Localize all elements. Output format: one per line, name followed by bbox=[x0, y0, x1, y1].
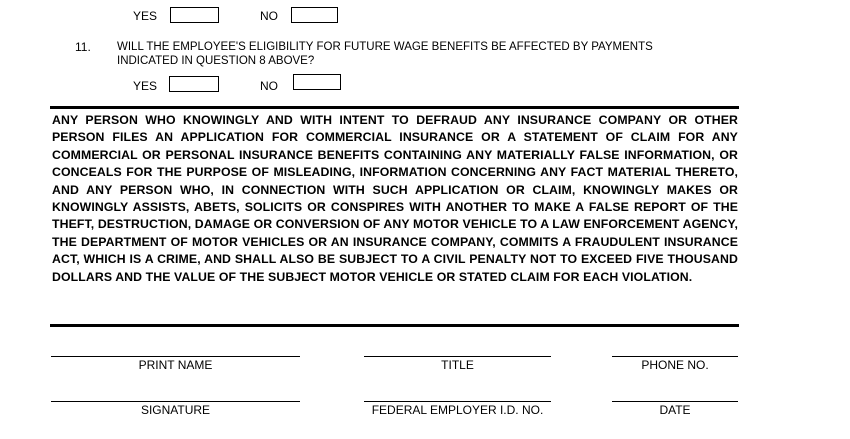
q11-yes-checkbox[interactable] bbox=[169, 76, 219, 92]
q10-yes-checkbox[interactable] bbox=[170, 7, 219, 23]
q10-no-checkbox[interactable] bbox=[291, 7, 338, 23]
fein-label: FEDERAL EMPLOYER I.D. NO. bbox=[371, 403, 544, 417]
q10-yes-label: YES bbox=[133, 9, 158, 23]
print-name-label: PRINT NAME bbox=[138, 358, 213, 372]
title-line[interactable] bbox=[364, 356, 551, 357]
q11-no-checkbox[interactable] bbox=[293, 74, 341, 90]
signature-label: SIGNATURE bbox=[140, 403, 211, 417]
q11-no-label: NO bbox=[260, 79, 278, 93]
warning-bottom-rule bbox=[50, 324, 739, 327]
signature-line[interactable] bbox=[51, 401, 300, 402]
warning-top-rule bbox=[50, 106, 739, 109]
phone-line[interactable] bbox=[612, 356, 738, 357]
date-line[interactable] bbox=[612, 401, 738, 402]
date-label: DATE bbox=[659, 403, 691, 417]
q11-yes-label: YES bbox=[133, 79, 158, 93]
q11-number: 11. bbox=[75, 40, 91, 54]
title-label: TITLE bbox=[441, 358, 474, 372]
phone-label: PHONE NO. bbox=[641, 358, 709, 372]
fraud-warning-text: ANY PERSON WHO KNOWINGLY AND WITH INTENT TO DEFRAUD ANY INSURANCE COMPANY OR OTHER PERSON FILES AN APPLICATION FOR COMMERCIAL INSURANCE OR A STATEMENT OF CLAIM FOR ANY COMMERCIAL OR PERSONAL INSURANCE BENEFITS CONTAINING ANY MATERIALLY FALSE INFORMATION, OR CONCEALS FOR THE PURPOSE OF MISLEADING, INFORMATION CONCERNING ANY FACT MATERIAL THERETO, AND ANY PERSON WHO, IN CONNECTION WITH SUCH APPLICATION OR CLAIM, KNOWINGLY MAKES OR KNOWINGLY ASSISTS, ABETS, SOLICITS OR CONSPIRES WITH ANOTHER TO MAKE A FALSE REPORT OF THE THEFT, DESTRUCTION, DAMAGE OR CONVERSION OF ANY MOTOR VEHICLE TO A LAW ENFORCEMENT AGENCY, THE DEPARTMENT OF MOTOR VEHICLES OR AN INSURANCE COMPANY, COMMITS A FRAUDULENT INSURANCE ACT, WHICH IS A CRIME, AND SHALL ALSO BE SUBJECT TO A CIVIL PENALTY NOT TO EXCEED FIVE THOUSAND DOLLARS AND THE VALUE OF THE SUBJECT MOTOR VEHICLE OR STATED CLAIM FOR EACH VIOLATION. bbox=[52, 113, 738, 284]
fein-line[interactable] bbox=[364, 401, 551, 402]
q11-question: WILL THE EMPLOYEE'S ELIGIBILITY FOR FUTURE WAGE BENEFITS BE AFFECTED BY PAYMENTS INDICATED IN QUESTION 8 ABOVE? bbox=[117, 41, 653, 67]
q10-no-label: NO bbox=[260, 9, 278, 23]
print-name-line[interactable] bbox=[51, 356, 300, 357]
